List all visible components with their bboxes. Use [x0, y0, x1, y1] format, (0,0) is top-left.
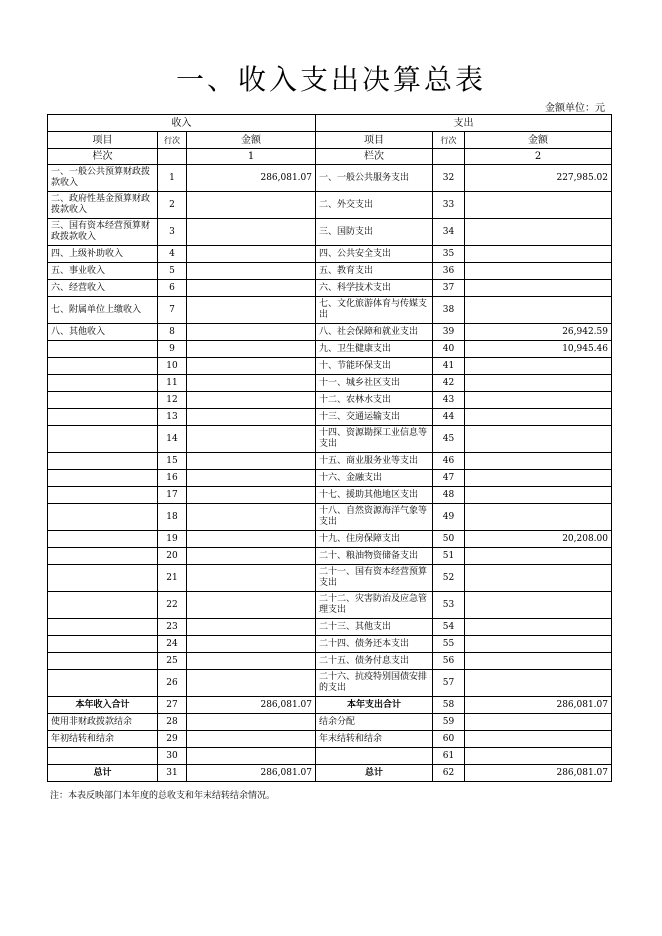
- income-item-cell: [48, 565, 158, 592]
- expense-amount-cell: [465, 504, 612, 531]
- income-amount-cell: [187, 636, 316, 653]
- expense-amount-cell: 20,208.00: [465, 531, 612, 548]
- income-item-cell: 本年收入合计: [48, 697, 158, 714]
- expense-amount-cell: [465, 653, 612, 670]
- income-line-cell: 27: [158, 697, 187, 714]
- expense-line-cell: 51: [433, 548, 465, 565]
- table-row: [48, 714, 612, 731]
- expense-item-cell: 九、卫生健康支出: [316, 341, 433, 358]
- income-item-cell: [48, 653, 158, 670]
- expense-line-cell: 35: [433, 246, 465, 263]
- expense-item-cell: 二十五、债务付息支出: [316, 653, 433, 670]
- empty-cell: [158, 149, 187, 165]
- table-row: [48, 246, 612, 263]
- table-column-header-row: [48, 132, 612, 149]
- expense-item-cell: 十五、商业服务业等支出: [316, 453, 433, 470]
- table-footnote: 注：本表反映部门本年度的总收支和年末结转结余情况。: [50, 791, 276, 801]
- expense-item-cell: 十三、交通运输支出: [316, 409, 433, 426]
- income-item-cell: [48, 470, 158, 487]
- income-item-cell: [48, 636, 158, 653]
- expense-column-number: 2: [465, 149, 612, 165]
- income-line-cell: 24: [158, 636, 187, 653]
- expense-line-cell: 38: [433, 297, 465, 324]
- expense-item-cell: 年末结转和结余: [316, 731, 433, 748]
- column-number-row: [48, 149, 612, 165]
- expense-amount-cell: [465, 375, 612, 392]
- table-row: [48, 748, 612, 765]
- amount-unit-label: 金额单位：元: [545, 103, 605, 114]
- income-amount-cell: [187, 565, 316, 592]
- expense-amount-cell: [465, 748, 612, 765]
- income-amount-cell: [187, 426, 316, 453]
- expense-line-header: 行次: [433, 132, 465, 149]
- expense-line-cell: 50: [433, 531, 465, 548]
- page-title: 一、收入支出决算总表: [175, 63, 486, 96]
- income-line-cell: 9: [158, 341, 187, 358]
- expense-item-cell: 二、外交支出: [316, 192, 433, 219]
- income-item-cell: 年初结转和结余: [48, 731, 158, 748]
- empty-cell: [433, 149, 465, 165]
- income-line-cell: 5: [158, 263, 187, 280]
- expense-line-cell: 54: [433, 619, 465, 636]
- income-item-cell: 一、一般公共预算财政拨款收入: [48, 165, 158, 192]
- income-line-cell: 14: [158, 426, 187, 453]
- income-line-cell: 31: [158, 765, 187, 782]
- expense-item-cell: 四、公共安全支出: [316, 246, 433, 263]
- income-amount-cell: [187, 487, 316, 504]
- expense-amount-cell: [465, 636, 612, 653]
- expense-amount-cell: [465, 219, 612, 246]
- income-item-cell: [48, 358, 158, 375]
- income-line-cell: 1: [158, 165, 187, 192]
- income-amount-cell: [187, 358, 316, 375]
- expense-line-cell: 47: [433, 470, 465, 487]
- income-amount-cell: [187, 619, 316, 636]
- income-amount-cell: [187, 653, 316, 670]
- expense-section-header: 支出: [316, 115, 612, 132]
- expense-item-cell: 二十三、其他支出: [316, 619, 433, 636]
- income-item-cell: [48, 453, 158, 470]
- table-row: [48, 324, 612, 341]
- income-line-header: 行次: [158, 132, 187, 149]
- income-amount-cell: [187, 263, 316, 280]
- expense-item-cell: 一、一般公共服务支出: [316, 165, 433, 192]
- expense-item-cell: 总计: [316, 765, 433, 782]
- table-row: [48, 375, 612, 392]
- expense-amount-cell: [465, 263, 612, 280]
- income-line-cell: 20: [158, 548, 187, 565]
- table-row: [48, 358, 612, 375]
- table-row: [48, 263, 612, 280]
- income-line-cell: 11: [158, 375, 187, 392]
- income-amount-cell: [187, 670, 316, 697]
- income-section-header: 收入: [48, 115, 316, 132]
- income-item-cell: [48, 670, 158, 697]
- income-amount-cell: [187, 470, 316, 487]
- income-line-cell: 4: [158, 246, 187, 263]
- income-line-cell: 19: [158, 531, 187, 548]
- expense-amount-cell: [465, 280, 612, 297]
- table-row: [48, 504, 612, 531]
- expense-line-cell: 57: [433, 670, 465, 697]
- expense-column-row-label: 栏次: [316, 149, 433, 165]
- income-amount-cell: [187, 748, 316, 765]
- expense-item-cell: 二十二、灾害防治及应急管理支出: [316, 592, 433, 619]
- income-item-cell: [48, 619, 158, 636]
- table-row: [48, 487, 612, 504]
- expense-amount-cell: [465, 297, 612, 324]
- table-row: [48, 470, 612, 487]
- expense-line-cell: 34: [433, 219, 465, 246]
- income-item-cell: 七、附属单位上缴收入: [48, 297, 158, 324]
- income-line-cell: 6: [158, 280, 187, 297]
- table-row: [48, 697, 612, 714]
- expense-amount-cell: [465, 619, 612, 636]
- income-line-cell: 7: [158, 297, 187, 324]
- table-row: [48, 531, 612, 548]
- expense-amount-cell: [465, 392, 612, 409]
- expense-line-cell: 59: [433, 714, 465, 731]
- table-section-header-row: [48, 115, 612, 132]
- income-item-cell: 六、经营收入: [48, 280, 158, 297]
- income-item-cell: [48, 409, 158, 426]
- income-item-header: 项目: [48, 132, 158, 149]
- expense-item-cell: 八、社会保障和就业支出: [316, 324, 433, 341]
- income-item-cell: 五、事业收入: [48, 263, 158, 280]
- expense-item-cell: 十八、自然资源海洋气象等支出: [316, 504, 433, 531]
- income-amount-cell: [187, 592, 316, 619]
- table-row: [48, 670, 612, 697]
- expense-item-cell: 二十六、抗疫特别国债安排的支出: [316, 670, 433, 697]
- expense-item-cell: 七、文化旅游体育与传媒支出: [316, 297, 433, 324]
- income-item-cell: [48, 375, 158, 392]
- income-line-cell: 21: [158, 565, 187, 592]
- expense-amount-cell: [465, 731, 612, 748]
- income-amount-cell: [187, 392, 316, 409]
- income-line-cell: 30: [158, 748, 187, 765]
- expense-amount-cell: 26,942.59: [465, 324, 612, 341]
- expense-amount-cell: [465, 192, 612, 219]
- expense-line-cell: 56: [433, 653, 465, 670]
- table-row: [48, 636, 612, 653]
- income-amount-cell: [187, 375, 316, 392]
- income-line-cell: 16: [158, 470, 187, 487]
- expense-amount-cell: 227,985.02: [465, 165, 612, 192]
- income-line-cell: 17: [158, 487, 187, 504]
- income-item-cell: 四、上级补助收入: [48, 246, 158, 263]
- table-row: [48, 619, 612, 636]
- table-row: [48, 426, 612, 453]
- expense-amount-cell: [465, 426, 612, 453]
- expense-item-cell: 三、国防支出: [316, 219, 433, 246]
- expense-line-cell: 49: [433, 504, 465, 531]
- income-amount-cell: [187, 714, 316, 731]
- expense-item-cell: [316, 748, 433, 765]
- expense-line-cell: 36: [433, 263, 465, 280]
- expense-amount-cell: [465, 470, 612, 487]
- table-row: [48, 392, 612, 409]
- expense-line-cell: 48: [433, 487, 465, 504]
- income-line-cell: 26: [158, 670, 187, 697]
- expense-amount-header: 金额: [465, 132, 612, 149]
- expense-line-cell: 40: [433, 341, 465, 358]
- expense-line-cell: 45: [433, 426, 465, 453]
- expense-amount-cell: [465, 548, 612, 565]
- expense-line-cell: 46: [433, 453, 465, 470]
- expense-line-cell: 33: [433, 192, 465, 219]
- income-column-number: 1: [187, 149, 316, 165]
- income-amount-cell: 286,081.07: [187, 165, 316, 192]
- expense-line-cell: 53: [433, 592, 465, 619]
- table-row: [48, 280, 612, 297]
- expense-amount-cell: [465, 670, 612, 697]
- income-amount-cell: [187, 453, 316, 470]
- expense-amount-cell: [465, 246, 612, 263]
- expense-item-cell: 五、教育支出: [316, 263, 433, 280]
- expense-amount-cell: 286,081.07: [465, 765, 612, 782]
- income-line-cell: 28: [158, 714, 187, 731]
- income-amount-cell: [187, 192, 316, 219]
- expense-amount-cell: 286,081.07: [465, 697, 612, 714]
- expense-line-cell: 44: [433, 409, 465, 426]
- income-item-cell: 二、政府性基金预算财政拨款收入: [48, 192, 158, 219]
- income-line-cell: 25: [158, 653, 187, 670]
- expense-line-cell: 52: [433, 565, 465, 592]
- expense-line-cell: 39: [433, 324, 465, 341]
- expense-item-cell: 十一、城乡社区支出: [316, 375, 433, 392]
- expense-item-cell: 二十四、债务还本支出: [316, 636, 433, 653]
- expense-amount-cell: 10,945.46: [465, 341, 612, 358]
- table-row: [48, 548, 612, 565]
- expense-item-cell: 二十一、国有资本经营预算支出: [316, 565, 433, 592]
- income-amount-cell: [187, 504, 316, 531]
- income-line-cell: 29: [158, 731, 187, 748]
- income-line-cell: 15: [158, 453, 187, 470]
- expense-amount-cell: [465, 409, 612, 426]
- income-amount-cell: [187, 219, 316, 246]
- income-amount-cell: [187, 324, 316, 341]
- expense-line-cell: 62: [433, 765, 465, 782]
- expense-line-cell: 41: [433, 358, 465, 375]
- table-row: [48, 409, 612, 426]
- income-line-cell: 18: [158, 504, 187, 531]
- expense-line-cell: 32: [433, 165, 465, 192]
- expense-item-cell: 二十、粮油物资储备支出: [316, 548, 433, 565]
- income-amount-cell: [187, 280, 316, 297]
- income-amount-cell: [187, 246, 316, 263]
- table-row: [48, 297, 612, 324]
- income-line-cell: 13: [158, 409, 187, 426]
- expense-item-cell: 结余分配: [316, 714, 433, 731]
- table-row: [48, 653, 612, 670]
- income-expense-table: [47, 114, 612, 782]
- table-row: [48, 192, 612, 219]
- income-line-cell: 2: [158, 192, 187, 219]
- income-item-cell: [48, 426, 158, 453]
- income-amount-cell: [187, 548, 316, 565]
- table-row: [48, 592, 612, 619]
- expense-amount-cell: [465, 453, 612, 470]
- income-item-cell: 使用非财政拨款结余: [48, 714, 158, 731]
- table-row: [48, 453, 612, 470]
- expense-item-header: 项目: [316, 132, 433, 149]
- table-row: [48, 565, 612, 592]
- income-item-cell: [48, 504, 158, 531]
- income-amount-cell: 286,081.07: [187, 765, 316, 782]
- expense-item-cell: 六、科学技术支出: [316, 280, 433, 297]
- income-line-cell: 12: [158, 392, 187, 409]
- expense-item-cell: 本年支出合计: [316, 697, 433, 714]
- expense-line-cell: 42: [433, 375, 465, 392]
- expense-line-cell: 58: [433, 697, 465, 714]
- table-row: [48, 165, 612, 192]
- income-item-cell: [48, 531, 158, 548]
- expense-line-cell: 60: [433, 731, 465, 748]
- income-amount-cell: [187, 341, 316, 358]
- income-amount-cell: [187, 297, 316, 324]
- income-line-cell: 10: [158, 358, 187, 375]
- income-item-cell: [48, 392, 158, 409]
- expense-amount-cell: [465, 592, 612, 619]
- expense-item-cell: 十二、农林水支出: [316, 392, 433, 409]
- income-line-cell: 8: [158, 324, 187, 341]
- expense-line-cell: 37: [433, 280, 465, 297]
- expense-item-cell: 十九、住房保障支出: [316, 531, 433, 548]
- expense-item-cell: 十、节能环保支出: [316, 358, 433, 375]
- income-column-row-label: 栏次: [48, 149, 158, 165]
- income-item-cell: [48, 548, 158, 565]
- expense-amount-cell: [465, 714, 612, 731]
- income-line-cell: 23: [158, 619, 187, 636]
- table-row: [48, 765, 612, 782]
- expense-amount-cell: [465, 565, 612, 592]
- income-amount-cell: [187, 731, 316, 748]
- expense-amount-cell: [465, 487, 612, 504]
- expense-line-cell: 43: [433, 392, 465, 409]
- table-row: [48, 341, 612, 358]
- income-amount-cell: 286,081.07: [187, 697, 316, 714]
- income-item-cell: 三、国有资本经营预算财政拨款收入: [48, 219, 158, 246]
- income-amount-cell: [187, 531, 316, 548]
- income-amount-cell: [187, 409, 316, 426]
- income-item-cell: [48, 341, 158, 358]
- income-item-cell: 总计: [48, 765, 158, 782]
- expense-item-cell: 十七、援助其他地区支出: [316, 487, 433, 504]
- income-line-cell: 22: [158, 592, 187, 619]
- expense-item-cell: 十四、资源勘探工业信息等支出: [316, 426, 433, 453]
- income-item-cell: 八、其他收入: [48, 324, 158, 341]
- expense-line-cell: 61: [433, 748, 465, 765]
- income-line-cell: 3: [158, 219, 187, 246]
- expense-line-cell: 55: [433, 636, 465, 653]
- table-row: [48, 219, 612, 246]
- income-item-cell: [48, 487, 158, 504]
- income-amount-header: 金额: [187, 132, 316, 149]
- expense-item-cell: 十六、金融支出: [316, 470, 433, 487]
- income-item-cell: [48, 748, 158, 765]
- table-row: [48, 731, 612, 748]
- expense-amount-cell: [465, 358, 612, 375]
- income-item-cell: [48, 592, 158, 619]
